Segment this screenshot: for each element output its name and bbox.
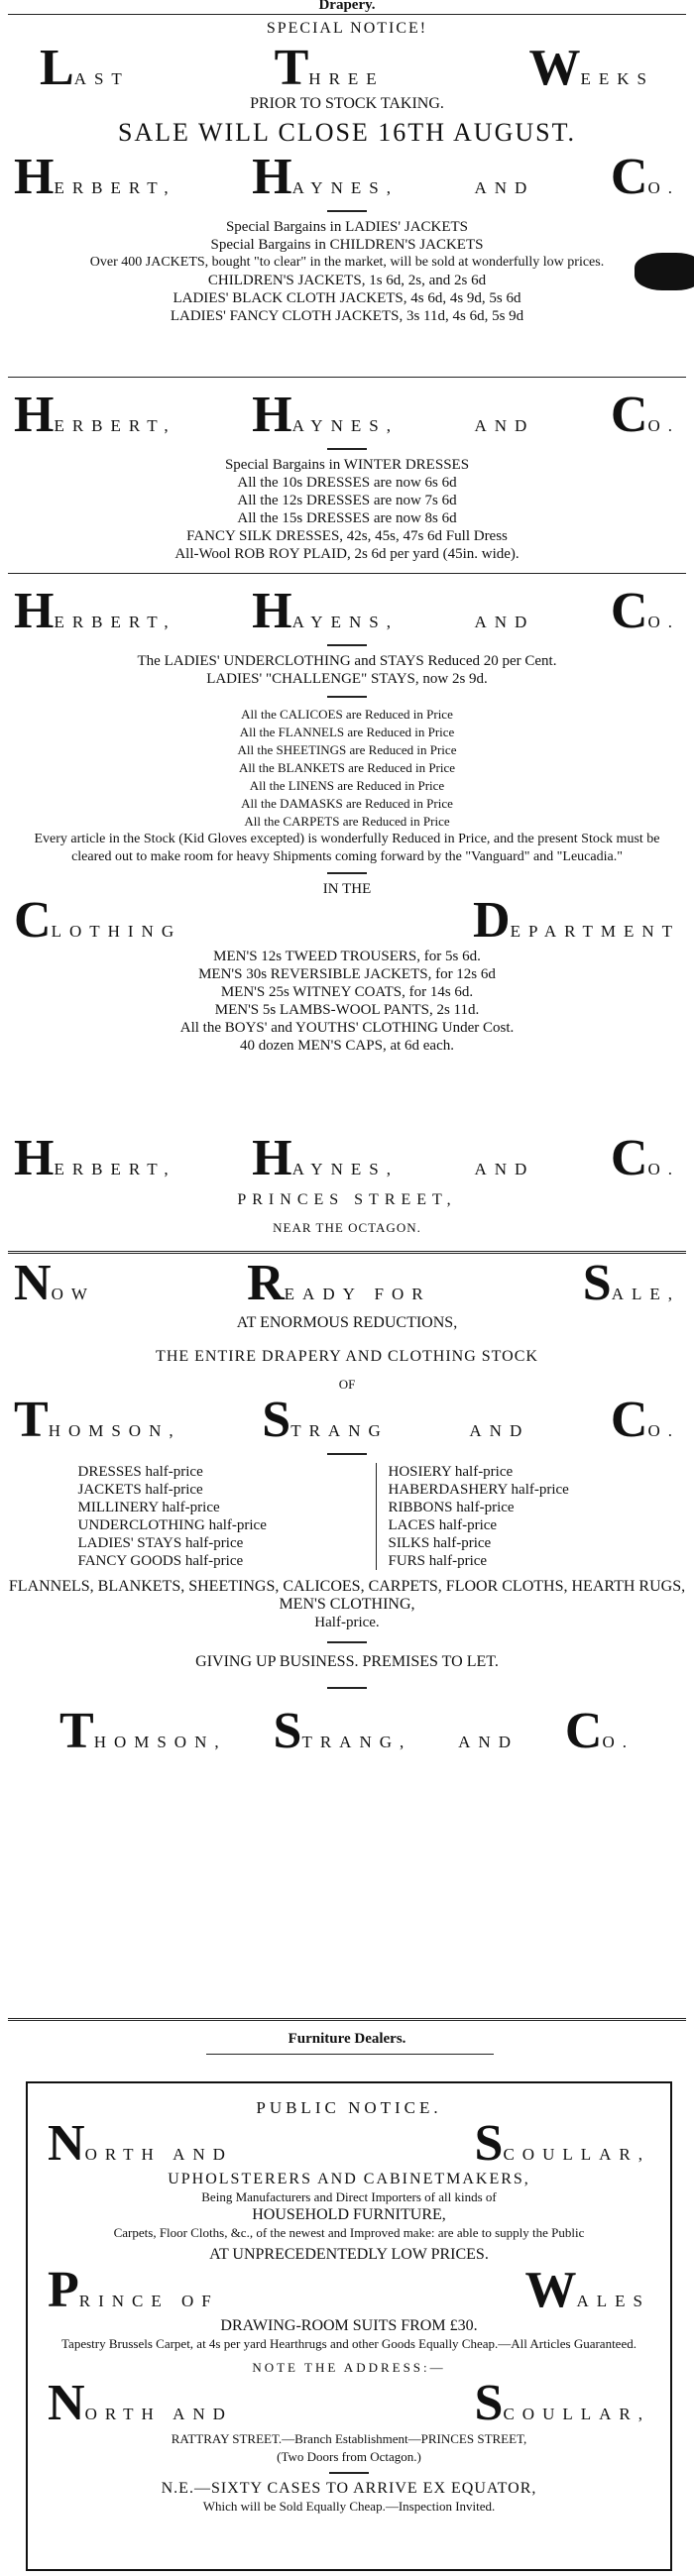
ink-blot	[635, 253, 694, 290]
in-the: IN THE	[322, 881, 372, 897]
firm-banner: HERBERT, HAYNES, AND CO.	[14, 1130, 680, 1186]
clothing-line: All the BOYS' and YOUTHS' CLOTHING Under Cost.	[179, 1020, 515, 1036]
section-heading-furniture: Furniture Dealers.	[288, 2031, 406, 2047]
ad-herbert-haynes-1	[0, 16, 694, 325]
carpets-line: Carpets, Floor Cloths, &c., of the newest and Improved make: are able to supply the Public	[113, 2225, 585, 2240]
bargain-line: LADIES' BLACK CLOTH JACKETS, 4s 6d, 4s 9d, 5s 6d	[173, 290, 521, 306]
divider	[8, 2018, 686, 2021]
prince-of-wales-banner: PRINCE OF WALES	[48, 2262, 650, 2318]
underclothing-line: The LADIES' UNDERCLOTHING and STAYS Reduced 20 per Cent.	[137, 653, 557, 669]
list-item: FANCY GOODS half-price	[77, 1553, 244, 1569]
reduced-line: All the FLANNELS are Reduced in Price	[239, 725, 455, 739]
now-ready-banner: NOW READY FOR SALE,	[14, 1255, 680, 1311]
list-item: JACKETS half-price	[77, 1482, 203, 1498]
short-rule	[327, 1687, 367, 1689]
prior-stock-taking: PRIOR TO STOCK TAKING.	[250, 95, 444, 112]
list-item: SILKS half-price	[388, 1535, 492, 1551]
clothing-line: MEN'S 25s WITNEY COATS, for 14s 6d.	[220, 984, 474, 1000]
divider	[8, 377, 686, 378]
ad-north-scoullar	[26, 2081, 672, 2571]
flannels-line: FLANNELS, BLANKETS, SHEETINGS, CALICOES, CARPETS, FLOOR CLOTHS, HEARTH RUGS, MEN'S CLOTHING,	[8, 1578, 686, 1613]
two-doors: (Two Doors from Octagon.)	[277, 2449, 421, 2464]
dress-line: All the 12s DRESSES are now 7s 6d	[237, 493, 457, 508]
note-address: NOTE THE ADDRESS:—	[252, 2360, 446, 2375]
dress-line: All the 10s DRESSES are now 6s 6d	[237, 475, 457, 491]
princes-street: PRINCES STREET,	[237, 1191, 457, 1208]
right-column	[376, 1463, 666, 1570]
firm-banner: HERBERT, HAYNES, AND CO.	[14, 387, 680, 443]
special-notice: SPECIAL NOTICE!	[266, 20, 428, 37]
ad-thomson-strang	[0, 1257, 694, 1758]
of: OF	[338, 1377, 356, 1392]
reduced-line: All the CALICOES are Reduced in Price	[241, 707, 453, 722]
section-heading-drapery: Drapery.	[318, 0, 376, 13]
firm-banner: THOMSON, STRANG, AND CO.	[59, 1703, 635, 1759]
clothing-department-banner: CLOTHING DEPARTMENT	[14, 892, 680, 949]
list-item: UNDERCLOTHING half-price	[77, 1517, 267, 1533]
rattray-street: RATTRAY STREET.—Branch Establishment—PRINCES STREET,	[171, 2431, 527, 2446]
giving-up-business: GIVING UP BUSINESS. PREMISES TO LET.	[195, 1653, 499, 1670]
firm-banner: THOMSON, STRANG AND CO.	[14, 1392, 680, 1448]
unprecedented: AT UNPRECEDENTEDLY LOW PRICES.	[209, 2246, 489, 2263]
enormous-reductions: AT ENORMOUS REDUCTIONS,	[236, 1314, 458, 1331]
short-rule	[327, 696, 367, 698]
bargain-line: Over 400 JACKETS, bought "to clear" in the market, will be sold at wonderfully low prices.	[89, 255, 605, 270]
divider	[8, 14, 686, 15]
firm-banner: NORTH AND SCOULLAR,	[48, 2115, 650, 2172]
drawing-room: DRAWING-ROOM SUITS FROM £30.	[220, 2317, 478, 2334]
divider	[8, 573, 686, 574]
reduced-line: All the BLANKETS are Reduced in Price	[238, 760, 456, 775]
short-rule	[329, 2472, 369, 2474]
bargain-line: Special Bargains in CHILDREN'S JACKETS	[210, 237, 484, 253]
upholsterers: UPHOLSTERERS AND CABINETMAKERS,	[168, 2171, 530, 2187]
divider	[206, 2054, 494, 2055]
reduced-line: All the LINENS are Reduced in Price	[249, 778, 445, 793]
list-item: RIBBONS half-price	[388, 1500, 515, 1515]
dress-line: FANCY SILK DRESSES, 42s, 45s, 47s 6d Full Dress	[186, 528, 508, 544]
short-rule	[327, 872, 367, 874]
list-item: MILLINERY half-price	[77, 1500, 220, 1515]
bargain-line: Special Bargains in LADIES' JACKETS	[225, 219, 469, 235]
underclothing-line: LADIES' "CHALLENGE" STAYS, now 2s 9d.	[206, 671, 488, 687]
clothing-line: MEN'S 5s LAMBS-WOOL PANTS, 2s 11d.	[214, 1002, 480, 1018]
last-three-weeks: LAST THREE WEEKS	[40, 40, 654, 96]
clothing-line: 40 dozen MEN'S CAPS, at 6d each.	[239, 1038, 454, 1054]
short-rule	[327, 448, 367, 450]
entire-stock: THE ENTIRE DRAPERY AND CLOTHING STOCK	[156, 1348, 538, 1365]
left-column	[29, 1463, 356, 1570]
being-manufacturers: Being Manufacturers and Direct Importers of all kinds of	[201, 2189, 497, 2204]
near-octagon: NEAR THE OCTAGON.	[273, 1220, 421, 1235]
reduced-line: All the CARPETS are Reduced in Price	[244, 814, 450, 829]
half-price: Half-price.	[314, 1615, 380, 1630]
firm-banner: NORTH AND SCOULLAR,	[48, 2375, 650, 2431]
firm-banner: HERBERT, HAYENS, AND CO.	[14, 583, 680, 639]
ad-herbert-haynes-4	[0, 1132, 694, 1237]
tapestry-line: Tapestry Brussels Carpet, at 4s per yard Hearthrugs and other Goods Equally Cheap.—All Articles Guaranteed.	[61, 2336, 636, 2351]
sale-close: SALE WILL CLOSE 16TH AUGUST.	[117, 118, 577, 147]
clothing-line: MEN'S 30s REVERSIBLE JACKETS, for 12s 6d	[198, 966, 496, 982]
which-sold: Which will be Sold Equally Cheap.—Inspection Invited.	[202, 2499, 496, 2514]
divider	[8, 1251, 686, 1254]
short-rule	[327, 1453, 367, 1455]
dress-line: All-Wool ROB ROY PLAID, 2s 6d per yard (45in. wide).	[174, 546, 520, 562]
reduced-line: All the SHEETINGS are Reduced in Price	[237, 742, 457, 757]
half-price-columns	[0, 1463, 694, 1570]
list-item: HABERDASHERY half-price	[388, 1482, 569, 1498]
dress-line: Special Bargains in WINTER DRESSES	[224, 457, 470, 473]
list-item: FURS half-price	[388, 1553, 488, 1569]
dress-line: All the 15s DRESSES are now 8s 6d	[237, 510, 457, 526]
ad-herbert-haynes-2	[0, 389, 694, 563]
bargain-line: CHILDREN'S JACKETS, 1s 6d, 2s, and 2s 6d	[207, 273, 487, 288]
sixty-cases: N.E.—SIXTY CASES TO ARRIVE EX EQUATOR,	[161, 2480, 537, 2497]
public-notice: PUBLIC NOTICE.	[256, 2098, 442, 2117]
list-item: LADIES' STAYS half-price	[77, 1535, 244, 1551]
reduced-line: All the DAMASKS are Reduced in Price	[241, 796, 453, 811]
short-rule	[327, 1641, 367, 1643]
every-article-text: Every article in the Stock (Kid Gloves excepted) is wonderfully Reduced in Price, and the present Stock must be cleared out to make room for heavy Shipments coming forward by the "Vanguard" and "Leucadia."	[34, 832, 660, 864]
short-rule	[327, 644, 367, 646]
list-item: DRESSES half-price	[77, 1464, 203, 1480]
firm-banner: HERBERT, HAYNES, AND CO.	[14, 149, 680, 205]
short-rule	[327, 210, 367, 212]
bargain-line: LADIES' FANCY CLOTH JACKETS, 3s 11d, 4s 6d, 5s 9d	[170, 308, 524, 324]
list-item: HOSIERY half-price	[388, 1464, 514, 1480]
household-furniture: HOUSEHOLD FURNITURE,	[252, 2206, 446, 2223]
list-item: LACES half-price	[388, 1517, 498, 1533]
ad-herbert-hayens-3	[0, 585, 694, 1055]
clothing-line: MEN'S 12s TWEED TROUSERS, for 5s 6d.	[213, 949, 481, 964]
